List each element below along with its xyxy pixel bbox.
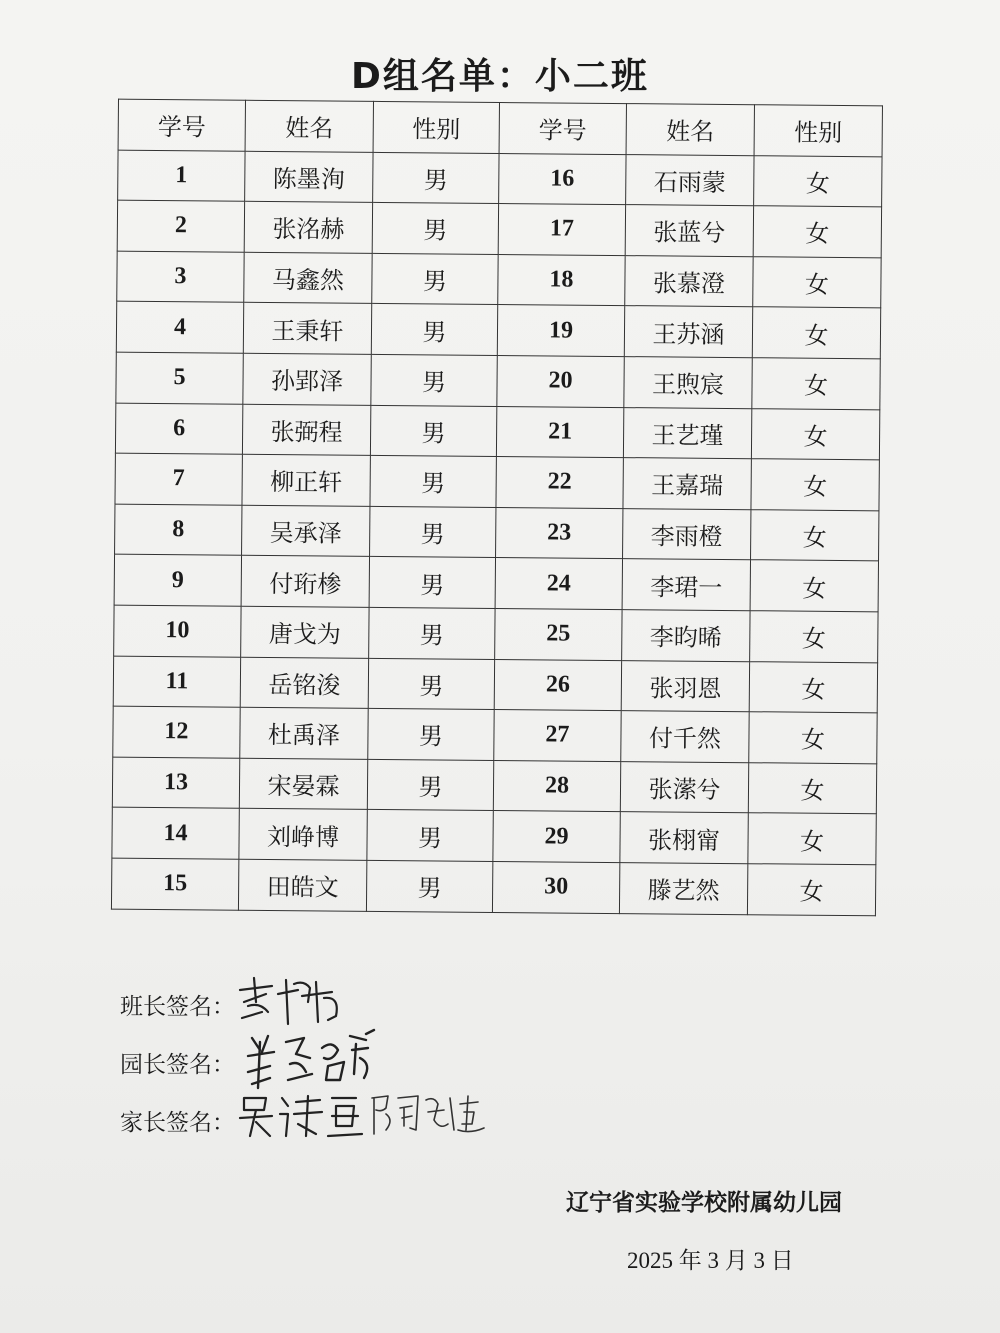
student-name-cell: 吴承泽 bbox=[242, 505, 370, 557]
roster-table bbox=[111, 99, 883, 916]
student-id-cell: 1 bbox=[118, 150, 245, 202]
header-gender: 性别 bbox=[373, 101, 499, 153]
principal-signature-label: 园长签名： bbox=[120, 1052, 235, 1078]
student-name-cell: 石雨蒙 bbox=[626, 154, 754, 206]
gender-cell: 男 bbox=[369, 607, 495, 659]
student-name-cell: 唐戈为 bbox=[241, 606, 369, 658]
gender-cell: 女 bbox=[752, 307, 880, 359]
table-row bbox=[115, 403, 879, 460]
student-name-cell: 孙郢泽 bbox=[243, 353, 371, 405]
gender-cell: 女 bbox=[749, 712, 877, 764]
student-name-cell: 张羽恩 bbox=[621, 660, 749, 712]
gender-cell: 男 bbox=[371, 304, 497, 356]
monitor-signature-label: 班长签名： bbox=[120, 994, 235, 1020]
student-id-cell: 22 bbox=[496, 457, 623, 509]
student-name-cell: 李雨橙 bbox=[623, 508, 751, 560]
student-name-cell: 宋晏霖 bbox=[239, 758, 367, 810]
student-name-cell: 张洺赫 bbox=[244, 201, 372, 253]
student-name-cell: 付千然 bbox=[621, 711, 749, 763]
table-row bbox=[111, 858, 875, 915]
table-row bbox=[117, 251, 881, 308]
student-id-cell: 19 bbox=[497, 305, 624, 357]
gender-cell: 女 bbox=[751, 408, 879, 460]
student-name-cell: 王秉轩 bbox=[243, 303, 371, 355]
student-id-cell: 9 bbox=[114, 554, 241, 606]
student-name-cell: 张慕澄 bbox=[625, 255, 753, 307]
table-row bbox=[113, 656, 877, 713]
gender-cell: 女 bbox=[751, 459, 879, 511]
gender-cell: 男 bbox=[371, 354, 497, 406]
header-name: 姓名 bbox=[245, 100, 373, 152]
gender-cell: 男 bbox=[369, 557, 495, 609]
document-title: D组名单：小二班 bbox=[351, 56, 649, 97]
student-name-cell: 王煦宸 bbox=[624, 357, 752, 409]
student-id-cell: 3 bbox=[117, 251, 244, 303]
gender-cell: 女 bbox=[753, 206, 881, 258]
student-name-cell: 李昀晞 bbox=[622, 610, 750, 662]
header-row bbox=[118, 99, 882, 156]
gender-cell: 女 bbox=[754, 155, 882, 207]
gender-cell: 女 bbox=[753, 256, 881, 308]
document-date: 2025 年 3 月 3 日 bbox=[627, 1248, 794, 1273]
student-id-cell: 14 bbox=[112, 807, 239, 859]
student-name-cell: 张蓝兮 bbox=[625, 205, 753, 257]
student-id-cell: 2 bbox=[117, 200, 244, 252]
student-name-cell: 付珩椮 bbox=[241, 556, 369, 608]
school-name: 辽宁省实验学校附属幼儿园 bbox=[566, 1190, 842, 1216]
table-row bbox=[115, 453, 879, 510]
student-id-cell: 28 bbox=[493, 760, 620, 812]
student-name-cell: 岳铭浚 bbox=[240, 657, 368, 709]
student-name-cell: 滕艺然 bbox=[619, 862, 747, 914]
gender-cell: 女 bbox=[750, 560, 878, 612]
parent-signature-1 bbox=[236, 1092, 366, 1142]
student-id-cell: 17 bbox=[498, 204, 625, 256]
student-id-cell: 5 bbox=[116, 352, 243, 404]
gender-cell: 男 bbox=[372, 253, 498, 305]
student-name-cell: 王艺瑾 bbox=[623, 407, 751, 459]
parent-signature-label: 家长签名： bbox=[120, 1110, 235, 1136]
gender-cell: 女 bbox=[752, 358, 880, 410]
gender-cell: 男 bbox=[370, 506, 496, 558]
gender-cell: 女 bbox=[751, 509, 879, 561]
student-name-cell: 王嘉瑞 bbox=[623, 458, 751, 510]
student-id-cell: 29 bbox=[493, 811, 620, 863]
parent-signature-2 bbox=[368, 1090, 488, 1140]
gender-cell: 女 bbox=[750, 611, 878, 663]
table-row bbox=[118, 150, 882, 207]
student-name-cell: 张弼程 bbox=[242, 404, 370, 456]
student-id-cell: 7 bbox=[115, 453, 242, 505]
student-id-cell: 21 bbox=[496, 406, 623, 458]
gender-cell: 男 bbox=[368, 658, 494, 710]
student-name-cell: 李珺一 bbox=[622, 559, 750, 611]
header-gender: 性别 bbox=[754, 105, 882, 157]
gender-cell: 男 bbox=[370, 405, 496, 457]
monitor-signature bbox=[232, 972, 352, 1028]
student-id-cell: 13 bbox=[112, 757, 239, 809]
table-row bbox=[112, 757, 876, 814]
student-id-cell: 27 bbox=[494, 710, 621, 762]
table-row bbox=[112, 807, 876, 864]
gender-cell: 男 bbox=[367, 810, 493, 862]
table-row bbox=[116, 302, 880, 359]
student-id-cell: 30 bbox=[492, 861, 619, 913]
gender-cell: 女 bbox=[748, 813, 876, 865]
student-id-cell: 6 bbox=[115, 403, 242, 455]
header-student-id: 学号 bbox=[499, 102, 626, 154]
principal-signature bbox=[240, 1028, 380, 1098]
gender-cell: 男 bbox=[370, 456, 496, 508]
student-id-cell: 12 bbox=[113, 706, 240, 758]
student-name-cell: 田皓文 bbox=[238, 859, 366, 911]
header-name: 姓名 bbox=[626, 104, 754, 156]
gender-cell: 男 bbox=[366, 860, 492, 912]
student-id-cell: 16 bbox=[499, 153, 626, 205]
student-name-cell: 杜禹泽 bbox=[240, 707, 368, 759]
gender-cell: 男 bbox=[372, 203, 498, 255]
student-id-cell: 15 bbox=[111, 858, 238, 910]
header-student-id: 学号 bbox=[118, 99, 245, 151]
table-row bbox=[113, 706, 877, 763]
student-name-cell: 陈墨洵 bbox=[245, 151, 373, 203]
table-row bbox=[114, 605, 878, 662]
student-id-cell: 18 bbox=[498, 254, 625, 306]
gender-cell: 女 bbox=[747, 864, 875, 916]
gender-cell: 男 bbox=[373, 152, 499, 204]
roster-body bbox=[111, 150, 882, 916]
student-id-cell: 24 bbox=[495, 558, 622, 610]
student-id-cell: 23 bbox=[496, 507, 623, 559]
table-row bbox=[115, 504, 879, 561]
student-id-cell: 25 bbox=[495, 608, 622, 660]
student-id-cell: 4 bbox=[116, 302, 243, 354]
gender-cell: 男 bbox=[368, 708, 494, 760]
student-id-cell: 11 bbox=[113, 656, 240, 708]
table-row bbox=[117, 200, 881, 257]
table-row bbox=[114, 554, 878, 611]
gender-cell: 女 bbox=[749, 661, 877, 713]
student-name-cell: 柳正轩 bbox=[242, 454, 370, 506]
student-id-cell: 8 bbox=[115, 504, 242, 556]
student-name-cell: 张栩甯 bbox=[620, 812, 748, 864]
table-row bbox=[116, 352, 880, 409]
student-id-cell: 26 bbox=[494, 659, 621, 711]
student-name-cell: 张潆兮 bbox=[620, 761, 748, 813]
student-id-cell: 20 bbox=[497, 355, 624, 407]
student-name-cell: 马鑫然 bbox=[244, 252, 372, 304]
gender-cell: 男 bbox=[367, 759, 493, 811]
student-name-cell: 王苏涵 bbox=[624, 306, 752, 358]
student-id-cell: 10 bbox=[114, 605, 241, 657]
student-name-cell: 刘峥博 bbox=[239, 809, 367, 861]
gender-cell: 女 bbox=[748, 762, 876, 814]
